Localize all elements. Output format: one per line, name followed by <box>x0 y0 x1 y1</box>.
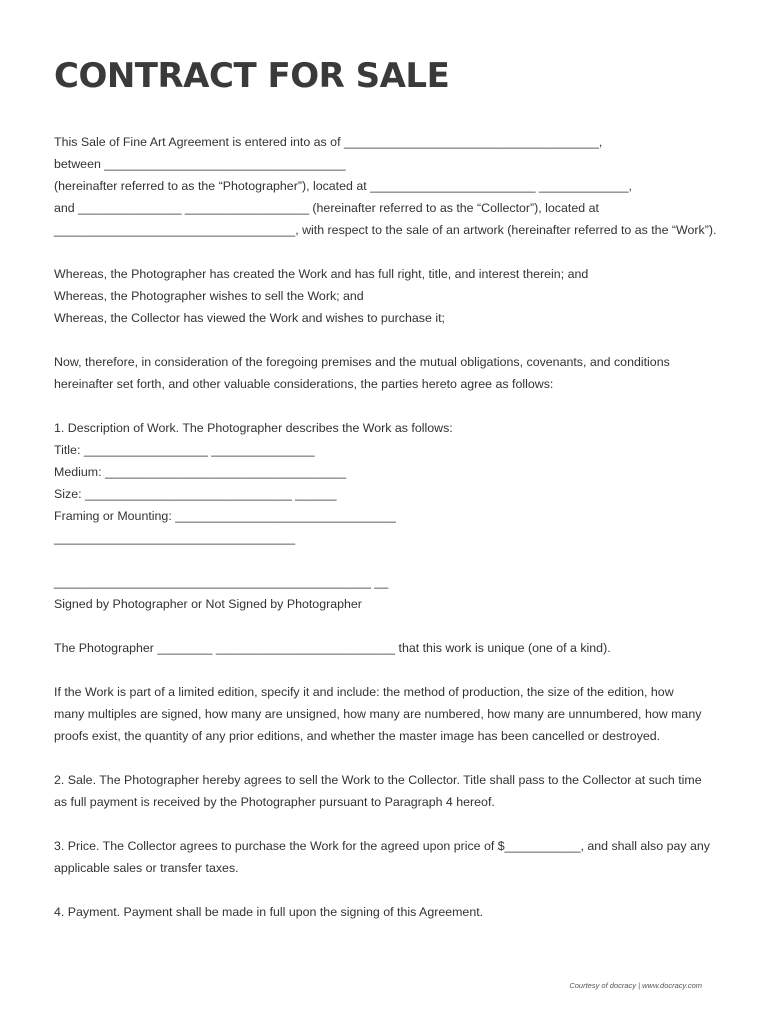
whereas-line-3: Whereas, the Collector has viewed the Work and wishes to purchase it; <box>54 311 445 325</box>
between-line: between ___________________________________ <box>54 157 346 171</box>
limited-edition-line-1: If the Work is part of a limited edition, specify it and include: the method of production, the size of the edition, how <box>54 685 674 699</box>
title-field-line: Title: __________________ _______________ <box>54 443 315 457</box>
photographer-location-line: (hereinafter referred to as the “Photographer”), located at ________________________ _____________, <box>54 179 632 193</box>
size-field-line: Size: ______________________________ ______ <box>54 487 337 501</box>
limited-edition-line-2: many multiples are signed, how many are unsigned, how many are numbered, how many are unnumbered, how many <box>54 707 702 721</box>
signature-blank-line: ______________________________________________ __ <box>54 575 389 589</box>
payment-clause-line: 4. Payment. Payment shall be made in full upon the signing of this Agreement. <box>54 905 484 919</box>
consideration-line-2: hereinafter set forth, and other valuable considerations, the parties hereto agree as follows: <box>54 377 554 391</box>
limited-edition-line-3: proofs exist, the quantity of any prior editions, and whether the master image has been cancelled or destroyed. <box>54 729 661 743</box>
consideration-line-1: Now, therefore, in consideration of the foregoing premises and the mutual obligations, covenants, and conditions <box>54 355 670 369</box>
work-definition-line: ___________________________________, with respect to the sale of an artwork (hereinafter referred to as the “Work”). <box>54 223 717 237</box>
document-title: CONTRACT FOR SALE <box>54 56 450 96</box>
framing-field-line: Framing or Mounting: ________________________________ <box>54 509 396 523</box>
sale-clause-line-1: 2. Sale. The Photographer hereby agrees to sell the Work to the Collector. Title shall pass to the Collector at such time <box>54 773 702 787</box>
uniqueness-line: The Photographer ________ __________________________ that this work is unique (one of a kind). <box>54 641 611 655</box>
sale-clause-line-2: as full payment is received by the Photographer pursuant to Paragraph 4 hereof. <box>54 795 495 809</box>
medium-field-line: Medium: ___________________________________ <box>54 465 347 479</box>
framing-continuation-line: ___________________________________ <box>54 531 296 545</box>
price-clause-line-1: 3. Price. The Collector agrees to purchase the Work for the agreed upon price of $___________, and shall also pay any <box>54 839 710 853</box>
whereas-line-1: Whereas, the Photographer has created the Work and has full right, title, and interest therein; and <box>54 267 589 281</box>
signature-caption: Signed by Photographer or Not Signed by Photographer <box>54 597 362 611</box>
description-heading: 1. Description of Work. The Photographer describes the Work as follows: <box>54 421 453 435</box>
collector-line: and _______________ __________________ (hereinafter referred to as the “Collector”), located at <box>54 201 599 215</box>
agreement-date-line: This Sale of Fine Art Agreement is entered into as of _____________________________________, <box>54 135 603 149</box>
page-footer: Courtesy of docracy | www.docracy.com <box>569 981 702 990</box>
price-clause-line-2: applicable sales or transfer taxes. <box>54 861 239 875</box>
whereas-line-2: Whereas, the Photographer wishes to sell the Work; and <box>54 289 364 303</box>
